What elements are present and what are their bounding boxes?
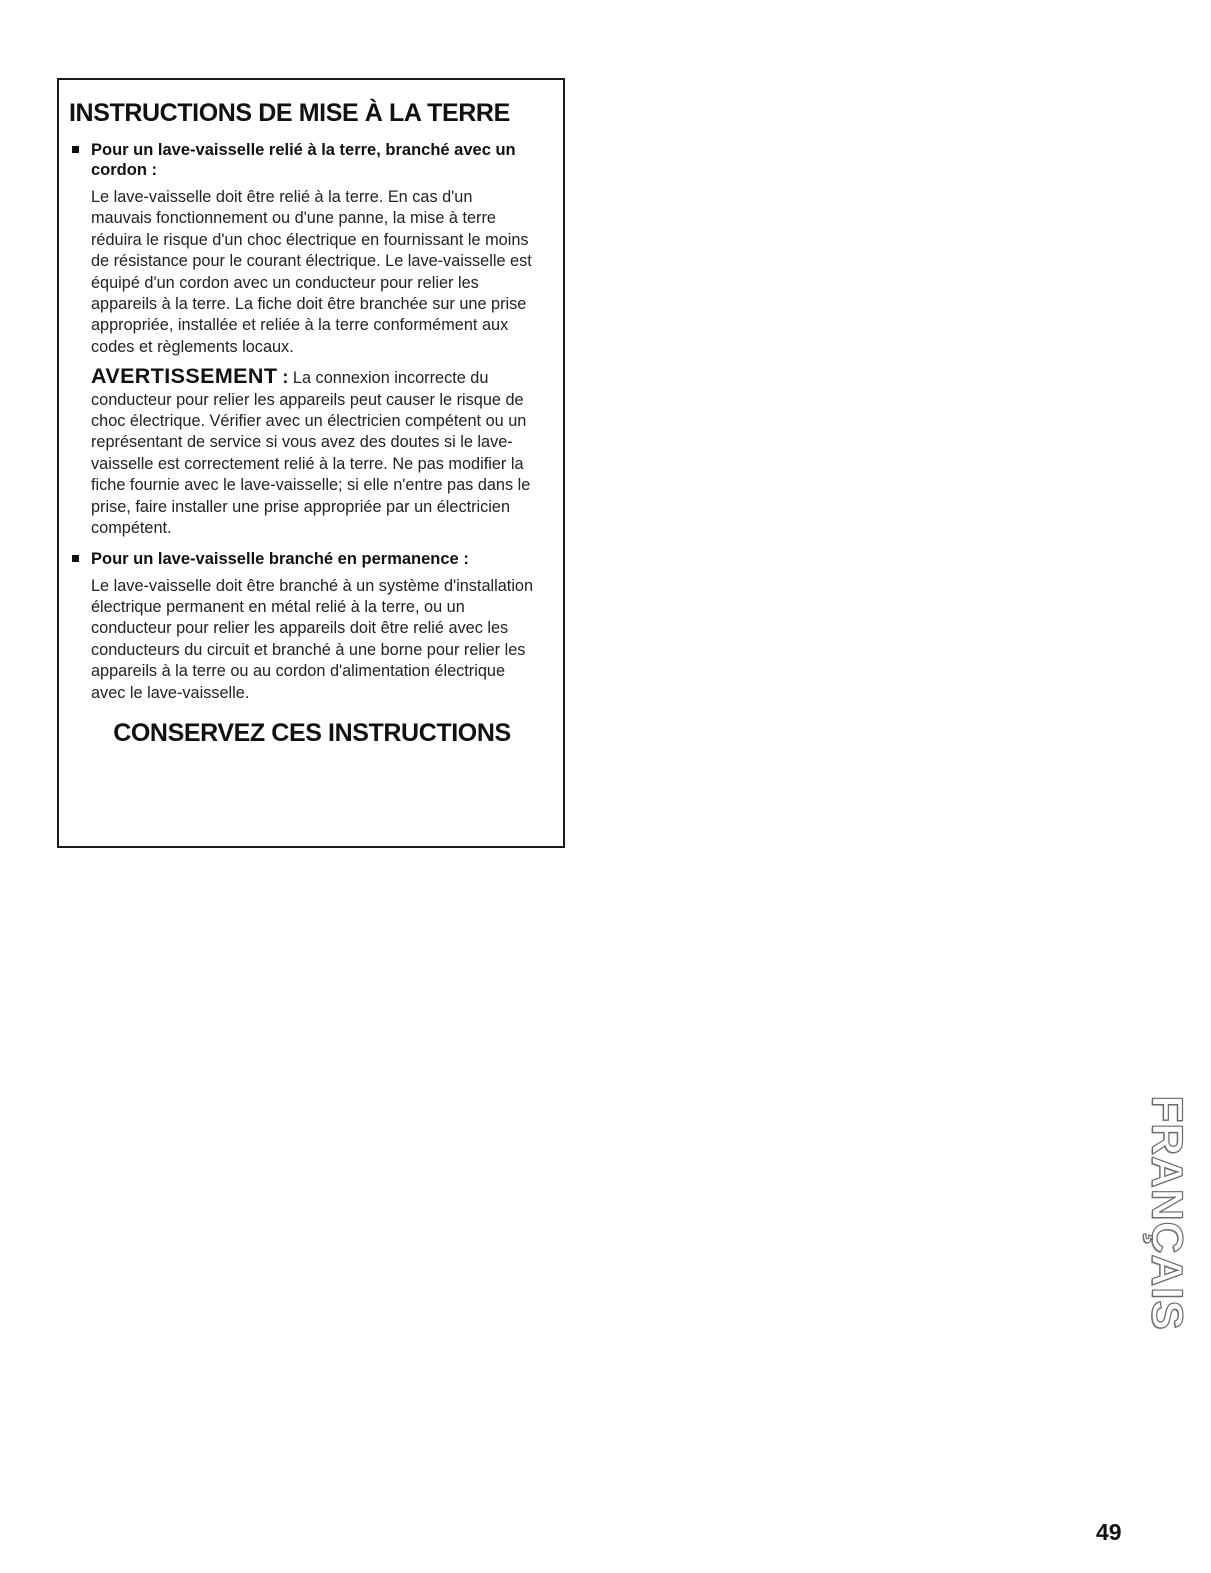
square-bullet-icon [72,555,79,562]
page-number: 49 [1096,1519,1122,1545]
keep-instructions-title: CONSERVEZ CES INSTRUCTIONS [113,718,511,747]
grounding-instructions-panel [57,78,565,848]
language-side-tab-label: FRANÇAIS [1143,1094,1193,1331]
section-cord-connected-heading-text: Pour un lave-vaisselle relié à la terre, branché avec un cordon : [91,141,516,179]
section-cord-connected-heading [69,140,555,180]
section-permanent-heading-text: Pour un lave-vaisselle branché en permanence : [91,549,469,568]
section-permanent-heading [69,549,555,569]
warning-paragraph [91,366,537,539]
language-side-tab [1143,1085,1191,1340]
warning-label: AVERTISSEMENT [91,364,278,389]
warning-colon: : [277,367,289,388]
section-cord-connected-body: Le lave-vaisselle doit être relié à la terre. En cas d'un mauvais fonctionnement ou d'une panne, la mise à terre réduira le risque d'un choc électrique en fournissant le moins de résistance pour le courant électrique. Le lave-vaisselle est équipé d'un cordon avec un conducteur pour relier les appareils à la terre. La fiche doit être branchée sur une prise appropriée, installée et reliée à la terre conformément aux codes et règlements locaux. [91,188,532,356]
section-permanent-body: Le lave-vaisselle doit être branché à un système d'installation électrique permanent en métal relié à la terre, ou un conducteur pour relier les appareils doit être relié avec les conducteurs du circuit et branché à une borne pour relier les appareils à la terre ou au cordon d'alimentation électrique avec le lave-vaisselle. [91,576,534,702]
square-bullet-icon [72,146,79,153]
panel-title: INSTRUCTIONS DE MISE À LA TERRE [69,99,510,127]
warning-text: La connexion incorrecte du conducteur pour relier les appareils peut causer le risque de choc électrique. Vérifier avec un électricien compétent ou un représentant de service si vous avez des doutes si le lave-vaisselle est correctement relié à la terre. Ne pas modifier la fiche fournie avec le lave-vaisselle; si elle n'entre pas dans le prise, faire installer une prise appropriée par un électricien compétent. [91,369,531,538]
